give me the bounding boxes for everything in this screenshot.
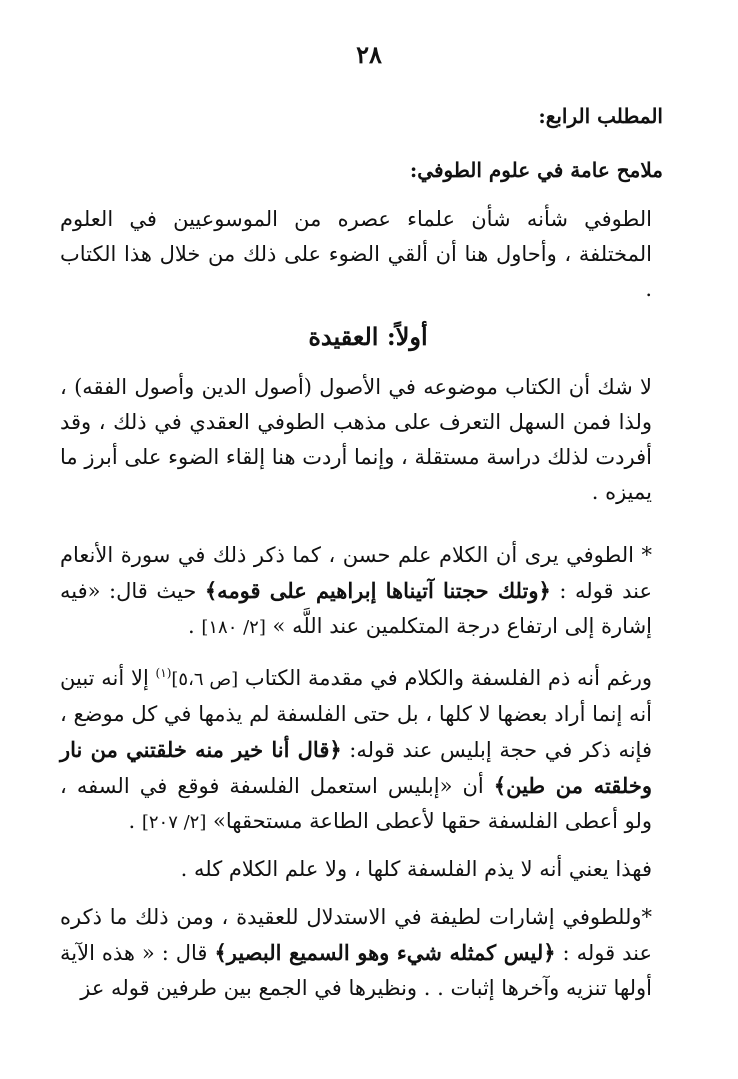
- quran-verse: ﴿قال أنا خير منه خلقتني من نار وخلقته من طين﴾: [60, 737, 652, 798]
- philosophy-paragraph: [60, 656, 652, 840]
- topic-heading: ملامح عامة في علوم الطوفي:: [409, 158, 663, 182]
- aqidah-paragraph: لا شك أن الكتاب موضوعه في الأصول (أصول الدين وأصول الفقه) ، ولذا فمن السهل التعرف على مذهب الطوفي العقدي في ذلك ، وقد أفردت لذلك دراسة مستقلة ، وإنما أردت هنا إلقاء الضوء على أبرز ما يميزه .: [60, 375, 652, 504]
- kalam-text-b: حيث قال: «فيه إشارة إلى ارتفاع درجة المتكلمين عند اللَّه »: [60, 579, 652, 638]
- kalam-text-a: * الطوفي يرى أن الكلام علم حسن ، كما ذكر ذلك في سورة الأنعام عند قوله :: [60, 543, 652, 603]
- philosophy-text-c: أن «إبليس استعمل الفلسفة فوقع في السفه ، ولو أعطى الفلسفة حقها لأعطى الطاعة مستحقها»: [60, 774, 652, 833]
- reference: [٢/ ٢٠٧]: [141, 812, 207, 833]
- page-number: ٢٨: [356, 40, 382, 69]
- reference: [ص ٥،٦]: [171, 669, 239, 690]
- philosophy-text-b: إلا أنه تبين أنه إنما أراد بعضها لا كلها ، بل حتى الفلسفة لم يذمها في كل موضع ، فإنه ذكر في حجة إبليس عند قوله:: [60, 666, 652, 762]
- kalam-text-c: .: [187, 614, 202, 638]
- kalam-paragraph: [60, 538, 652, 645]
- quran-verse: ﴿وتلك حجتنا آتيناها إبراهيم على قومه﴾: [204, 578, 551, 603]
- conclusion-paragraph: فهذا يعني أنه لا يذم الفلسفة كلها ، ولا علم الكلام كله .: [180, 857, 652, 881]
- philosophy-text-a: ورغم أنه ذم الفلسفة والكلام في مقدمة الكتاب: [238, 666, 652, 690]
- inference-text-b: قال : « هذه الآية أولها تنزيه وآخرها إثبات . . ونظيرها في الجمع بين طرفين قوله عز: [60, 941, 652, 1000]
- philosophy-text-d: .: [128, 809, 142, 833]
- inference-paragraph: [60, 900, 652, 1006]
- intro-paragraph: الطوفي شأنه شأن علماء عصره من الموسوعيين في العلوم المختلفة ، وأحاول هنا أن ألقي الضوء على ذلك من خلال هذا الكتاب .: [60, 207, 652, 301]
- section-heading: المطلب الرابع:: [538, 104, 663, 128]
- quran-verse: ﴿ليس كمثله شيء وهو السميع البصير﴾: [214, 940, 556, 965]
- footnote-marker: (١): [155, 666, 172, 680]
- reference: [٢/ ١٨٠]: [201, 617, 266, 638]
- main-heading: أولاً: العقيدة: [308, 322, 428, 351]
- inference-text-a: *وللطوفي إشارات لطيفة في الاستدلال للعقيدة ، ومن ذلك ما ذكره عند قوله :: [60, 905, 652, 965]
